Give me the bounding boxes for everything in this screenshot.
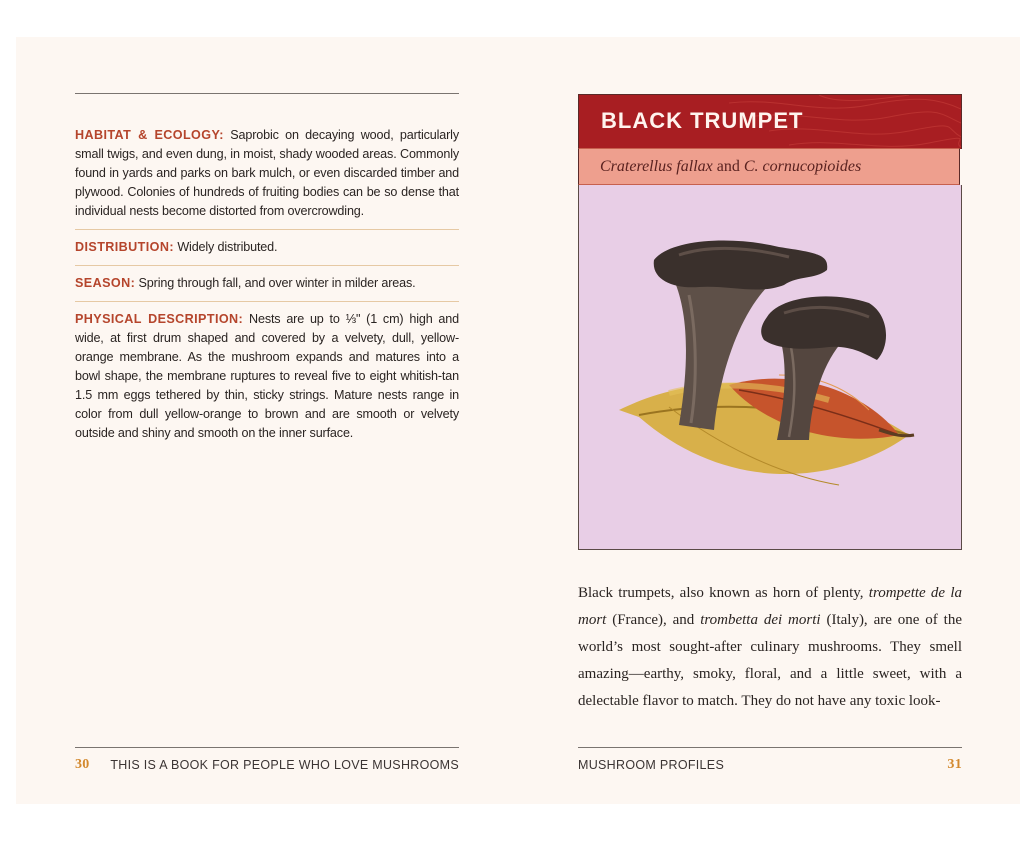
season-text: Spring through fall, and over winter in milder areas. [138,276,416,290]
profile-title: BLACK TRUMPET [601,108,804,133]
page-number-left: 30 [75,757,90,772]
habitat-section [75,126,459,221]
distribution-label: DISTRIBUTION: [75,240,174,254]
physical-description-text: Nests are up to ⅓" (1 cm) high and wide, at first drum shaped and covered by a velvety, dull, yellow-orange membrane. As the mushroom expands and matures into a bowl shape, the membrane ruptures to reveal five to eight whitish-tan 1.5 mm eggs tethered by thin, sticky strings. Mature nests range in color from dull yellow-orange to brown and are smooth or velvety outside and shiny and smooth on the inner surface. [75,312,459,440]
scientific-name [600,158,861,176]
profile-title-band [578,94,962,149]
top-rule-left [75,93,459,94]
physical-description-section [75,310,459,443]
page-number-right: 31 [947,757,962,772]
mushroom-illustration-panel [578,185,962,550]
running-head-right: MUSHROOM PROFILES [578,758,725,772]
running-head-left: THIS IS A BOOK FOR PEOPLE WHO LOVE MUSHROOMS [110,758,459,772]
season-label: SEASON: [75,276,136,290]
and-word: and [712,158,744,175]
physical-description-label: PHYSICAL DESCRIPTION: [75,312,244,326]
scientific-name-1: Craterellus fallax [600,158,713,175]
section-divider [75,301,459,302]
footer-rule-left [75,747,459,748]
section-divider [75,265,459,266]
section-divider [75,229,459,230]
profile-body-text: Black trumpets, also known as horn of plenty, trompette de la mort (France), and trombetta dei morti (Italy), are one of the world’s most sought-after culinary mushrooms. They smell amazing—earthy, smoky, floral, and a little sweet, with a delectable flavor to match. They do not have any toxic look- [578,585,962,709]
distribution-section [75,238,459,257]
scientific-name-band [578,148,960,185]
habitat-text: Saprobic on decaying wood, particularly small twigs, and even dung, in moist, shady wooded areas. Commonly found in yards and parks on bark mulch, or even discarded timber and plywood. Colonies of hundreds of fruiting bodies can be so dense that individual nests become distorted from overcrowding. [75,128,459,218]
scientific-name-2: C. cornucopioides [743,158,862,175]
distribution-text: Widely distributed. [177,240,278,254]
black-trumpet-mushroom-illustration [579,185,961,549]
season-section [75,274,459,293]
habitat-label: HABITAT & ECOLOGY: [75,128,224,142]
footer-rule-right [578,747,962,748]
